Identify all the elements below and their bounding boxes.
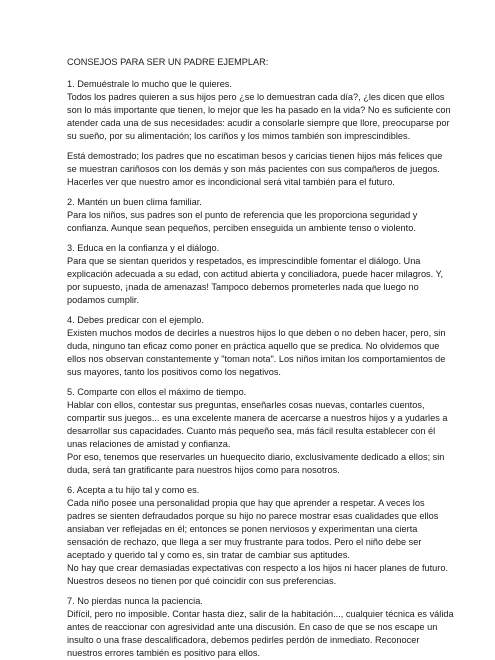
section-heading: 4. Debes predicar con el ejemplo. [67, 315, 204, 325]
document-title: CONSEJOS PARA SER UN PADRE EJEMPLAR: [67, 57, 269, 67]
text-line: se muestran cariñosos con los demás y son más pacientes con sus compañeros de juegos. [67, 164, 440, 174]
text-line: duda, ninguno tan eficaz como poner en práctica aquello que se predica. No olvidemos que [67, 341, 440, 351]
text-line: Hacerles ver que nuestro amor es incondicional será vital también para el futuro. [67, 177, 395, 187]
paragraph [67, 497, 448, 588]
paragraph [67, 608, 454, 660]
text-line: sus mayores, tanto los positivos como los negativos. [67, 367, 281, 377]
text-line: ansiaban ver reflejadas en él; entonces se ponen nerviosos y experimentan una cierta [67, 524, 418, 534]
text-line: padres se sienten defraudados porque su hijo no parece mostrar esas cualidades que ellos [67, 511, 439, 521]
text-line: ellos nos observan constantemente y "toman nota". Los niños imitan los comportamientos de [67, 354, 446, 364]
paragraph [67, 209, 435, 235]
section-5 [67, 386, 448, 477]
text-line: atender cada una de sus necesidades: acudir a consolarle siempre que llore, preocuparse por [67, 118, 450, 128]
section-heading: 1. Demuéstrale lo mucho que le quieres. [67, 79, 232, 89]
text-line: unas relaciones de amistad y confianza. [67, 439, 231, 449]
text-line: Cada niño posee una personalidad propia que hay que aprender a respetar. A veces los [67, 498, 425, 508]
section-heading: 2. Mantén un buen clima familiar. [67, 197, 202, 207]
text-line: duda, será tan gratificante para nuestros hijos como para nosotros. [67, 465, 340, 475]
text-line: Existen muchos modos de decirles a nuestros hijos lo que deben o no deben hacer, pero, sin [67, 328, 446, 338]
text-line: explicación adecuada a su edad, con actitud abierta y conciliadora, puede hacer milagros. Y, [67, 269, 444, 279]
text-line: Todos los padres quieren a sus hijos pero ¿se lo demuestran cada día?, ¿les dicen que ellos [67, 92, 445, 102]
section-2 [67, 196, 435, 235]
text-line: insulto o una frase descalificadora, debemos pedirles perdón de inmediato. Reconocer [67, 635, 420, 645]
section-heading: 3. Educa en la confianza y el diálogo. [67, 243, 220, 253]
text-line: Difícil, pero no imposible. Contar hasta diez, salir de la habitación..., cualquier técnica es válida [67, 609, 454, 619]
paragraph [67, 255, 444, 307]
paragraph [67, 91, 451, 143]
text-line: aceptado y querido tal y como es, sin tratar de cambiar sus aptitudes. [67, 550, 350, 560]
section-heading: 7. No pierdas nunca la paciencia. [67, 596, 203, 606]
text-line: Hablar con ellos, contestar sus preguntas, enseñarles cosas nuevas, contarles cuentos, [67, 400, 425, 410]
section-6 [67, 484, 448, 588]
paragraph [67, 327, 446, 379]
text-line: Está demostrado; los padres que no escatiman besos y caricias tienen hijos más felices que [67, 151, 443, 161]
text-line: Para que se sientan queridos y respetados, es imprescindible fomentar el diálogo. Una [67, 256, 421, 266]
text-line: Nuestros deseos no tienen por qué coincidir con sus preferencias. [67, 576, 337, 586]
text-line: son lo más importante que tienen, lo mejor que les ha pasado en la vida? No es suficiente con [67, 105, 451, 115]
text-line: Por eso, tenemos que reservarles un huequecito diario, exclusivamente dedicado a ellos; sin [67, 452, 445, 462]
text-line: podamos cumplir. [67, 295, 140, 305]
text-line: desarrollar sus capacidades. Cuanto más pequeño sea, más fácil resulta establecer con él [67, 426, 436, 436]
sections-container [67, 78, 454, 660]
section-heading: 6. Acepta a tu hijo tal y como es. [67, 485, 200, 495]
text-line: antes de reaccionar con agresividad ante una discusión. En caso de que se nos escape un [67, 622, 438, 632]
text-line: sensación de rechazo, que llega a ser muy frustrante para todos. Pero el niño debe ser [67, 537, 422, 547]
section-4 [67, 314, 446, 379]
text-line: Para los niños, sus padres son el punto de referencia que les proporciona seguridad y [67, 210, 418, 220]
text-line: nuestros errores también es positivo para ellos. [67, 648, 261, 658]
text-line: compartir sus juegos... es una excelente manera de acercarse a nuestros hijos y a yudarles a [67, 413, 448, 423]
text-line: confianza. Aunque sean pequeños, perciben enseguida un ambiente tenso o violento. [67, 223, 416, 233]
paragraph [67, 150, 443, 189]
section-1 [67, 78, 451, 189]
text-line: No hay que crear demasiadas expectativas con respecto a los hijos ni hacer planes de futuro. [67, 563, 448, 573]
section-3 [67, 242, 444, 307]
text-line: por supuesto, ¡nada de amenazas! Tampoco debemos prometerles nada que luego no [67, 282, 419, 292]
paragraph [67, 399, 448, 477]
section-7 [67, 595, 454, 660]
section-heading: 5. Comparte con ellos el máximo de tiempo. [67, 387, 247, 397]
text-line: su sueño, por su alimentación; los cariños y los mimos también son imprescindibles. [67, 131, 411, 141]
